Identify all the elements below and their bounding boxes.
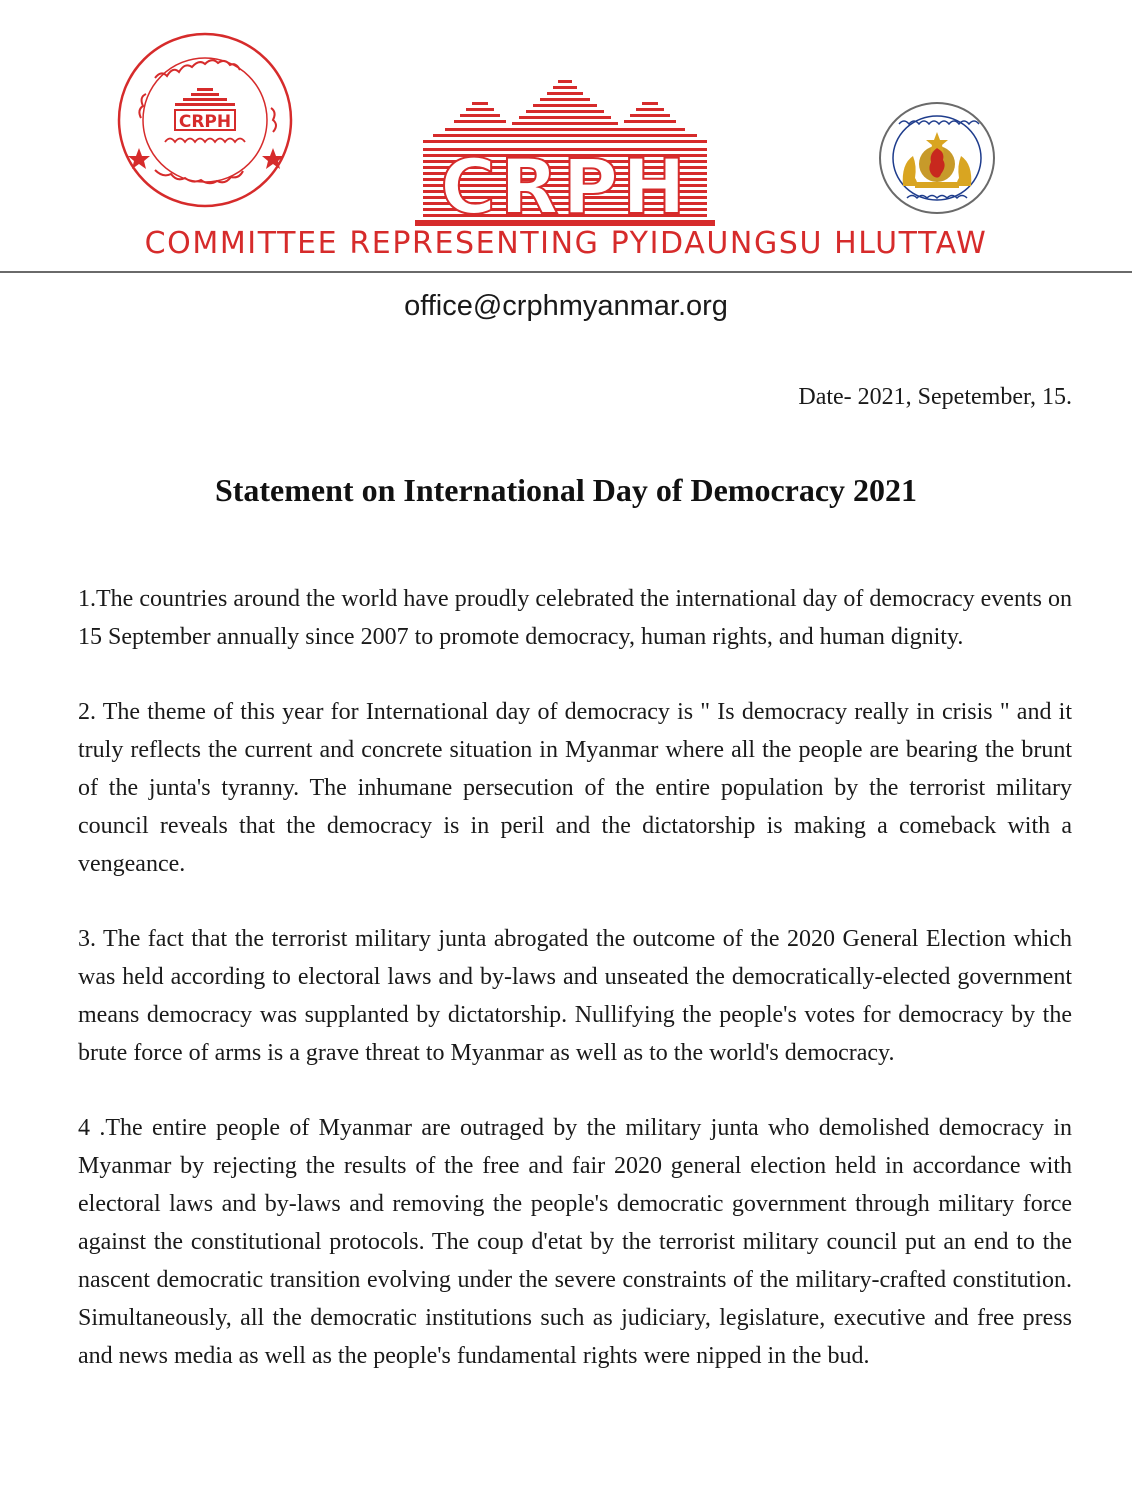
svg-text:CRPH: CRPH [178, 112, 232, 132]
letterhead [0, 0, 1132, 340]
state-emblem-seal-icon [877, 98, 997, 218]
statement-body [78, 580, 1072, 1412]
statement-date: Date- 2021, Sepetember, 15. [798, 384, 1072, 410]
statement-title: Statement on International Day of Democracy 2021 [214, 472, 918, 508]
paragraph-4: 4 .The entire people of Myanmar are outraged by the military junta who demolished democracy in Myanmar by rejecting the results of the free and fair 2020 general election held in accordance with electoral laws and by-laws and removing the people's democratic government through military force against the constitutional protocols. The coup d'etat by the terrorist military council put an end to the nascent democratic transition evolving under the severe constraints of the military-crafted constitution. Simultaneously, all the democratic institutions such as judiciary, legislature, executive and free press and news media as well as the people's fundamental rights were nipped in the bud. [78, 1115, 1072, 1369]
contact-email: office@crphmyanmar.org [404, 290, 728, 322]
crph-logo-text: CRPH [440, 142, 690, 230]
paragraph-1: 1.The countries around the world have proudly celebrated the international day of democracy events on 15 September annually since 2007 to promote democracy, human rights, and human dignity. [78, 586, 1072, 650]
paragraph-3: 3. The fact that the terrorist military junta abrogated the outcome of the 2020 General Election which was held according to electoral laws and by-laws and unseated the democratically-elected government means democracy was supplanted by dictatorship. Nullifying the people's votes for democracy by the brute force of arms is a grave threat to Myanmar as well as to the world's democracy. [78, 926, 1072, 1066]
paragraph-2: 2. The theme of this year for International day of democracy is " Is democracy really in crisis " and it truly reflects the current and concrete situation in Myanmar where all the people are bearing the brunt of the junta's tyranny. The inhumane persecution of the entire population by the terrorist military council reveals that the democracy is in peril and the dictatorship is making a comeback with a vengeance. [78, 699, 1072, 877]
committee-seal-icon [115, 30, 295, 210]
header-divider [0, 271, 1132, 273]
organization-name: COMMITTEE REPRESENTING PYIDAUNGSU HLUTTAW [144, 226, 988, 261]
crph-parliament-logo-icon [415, 80, 715, 230]
